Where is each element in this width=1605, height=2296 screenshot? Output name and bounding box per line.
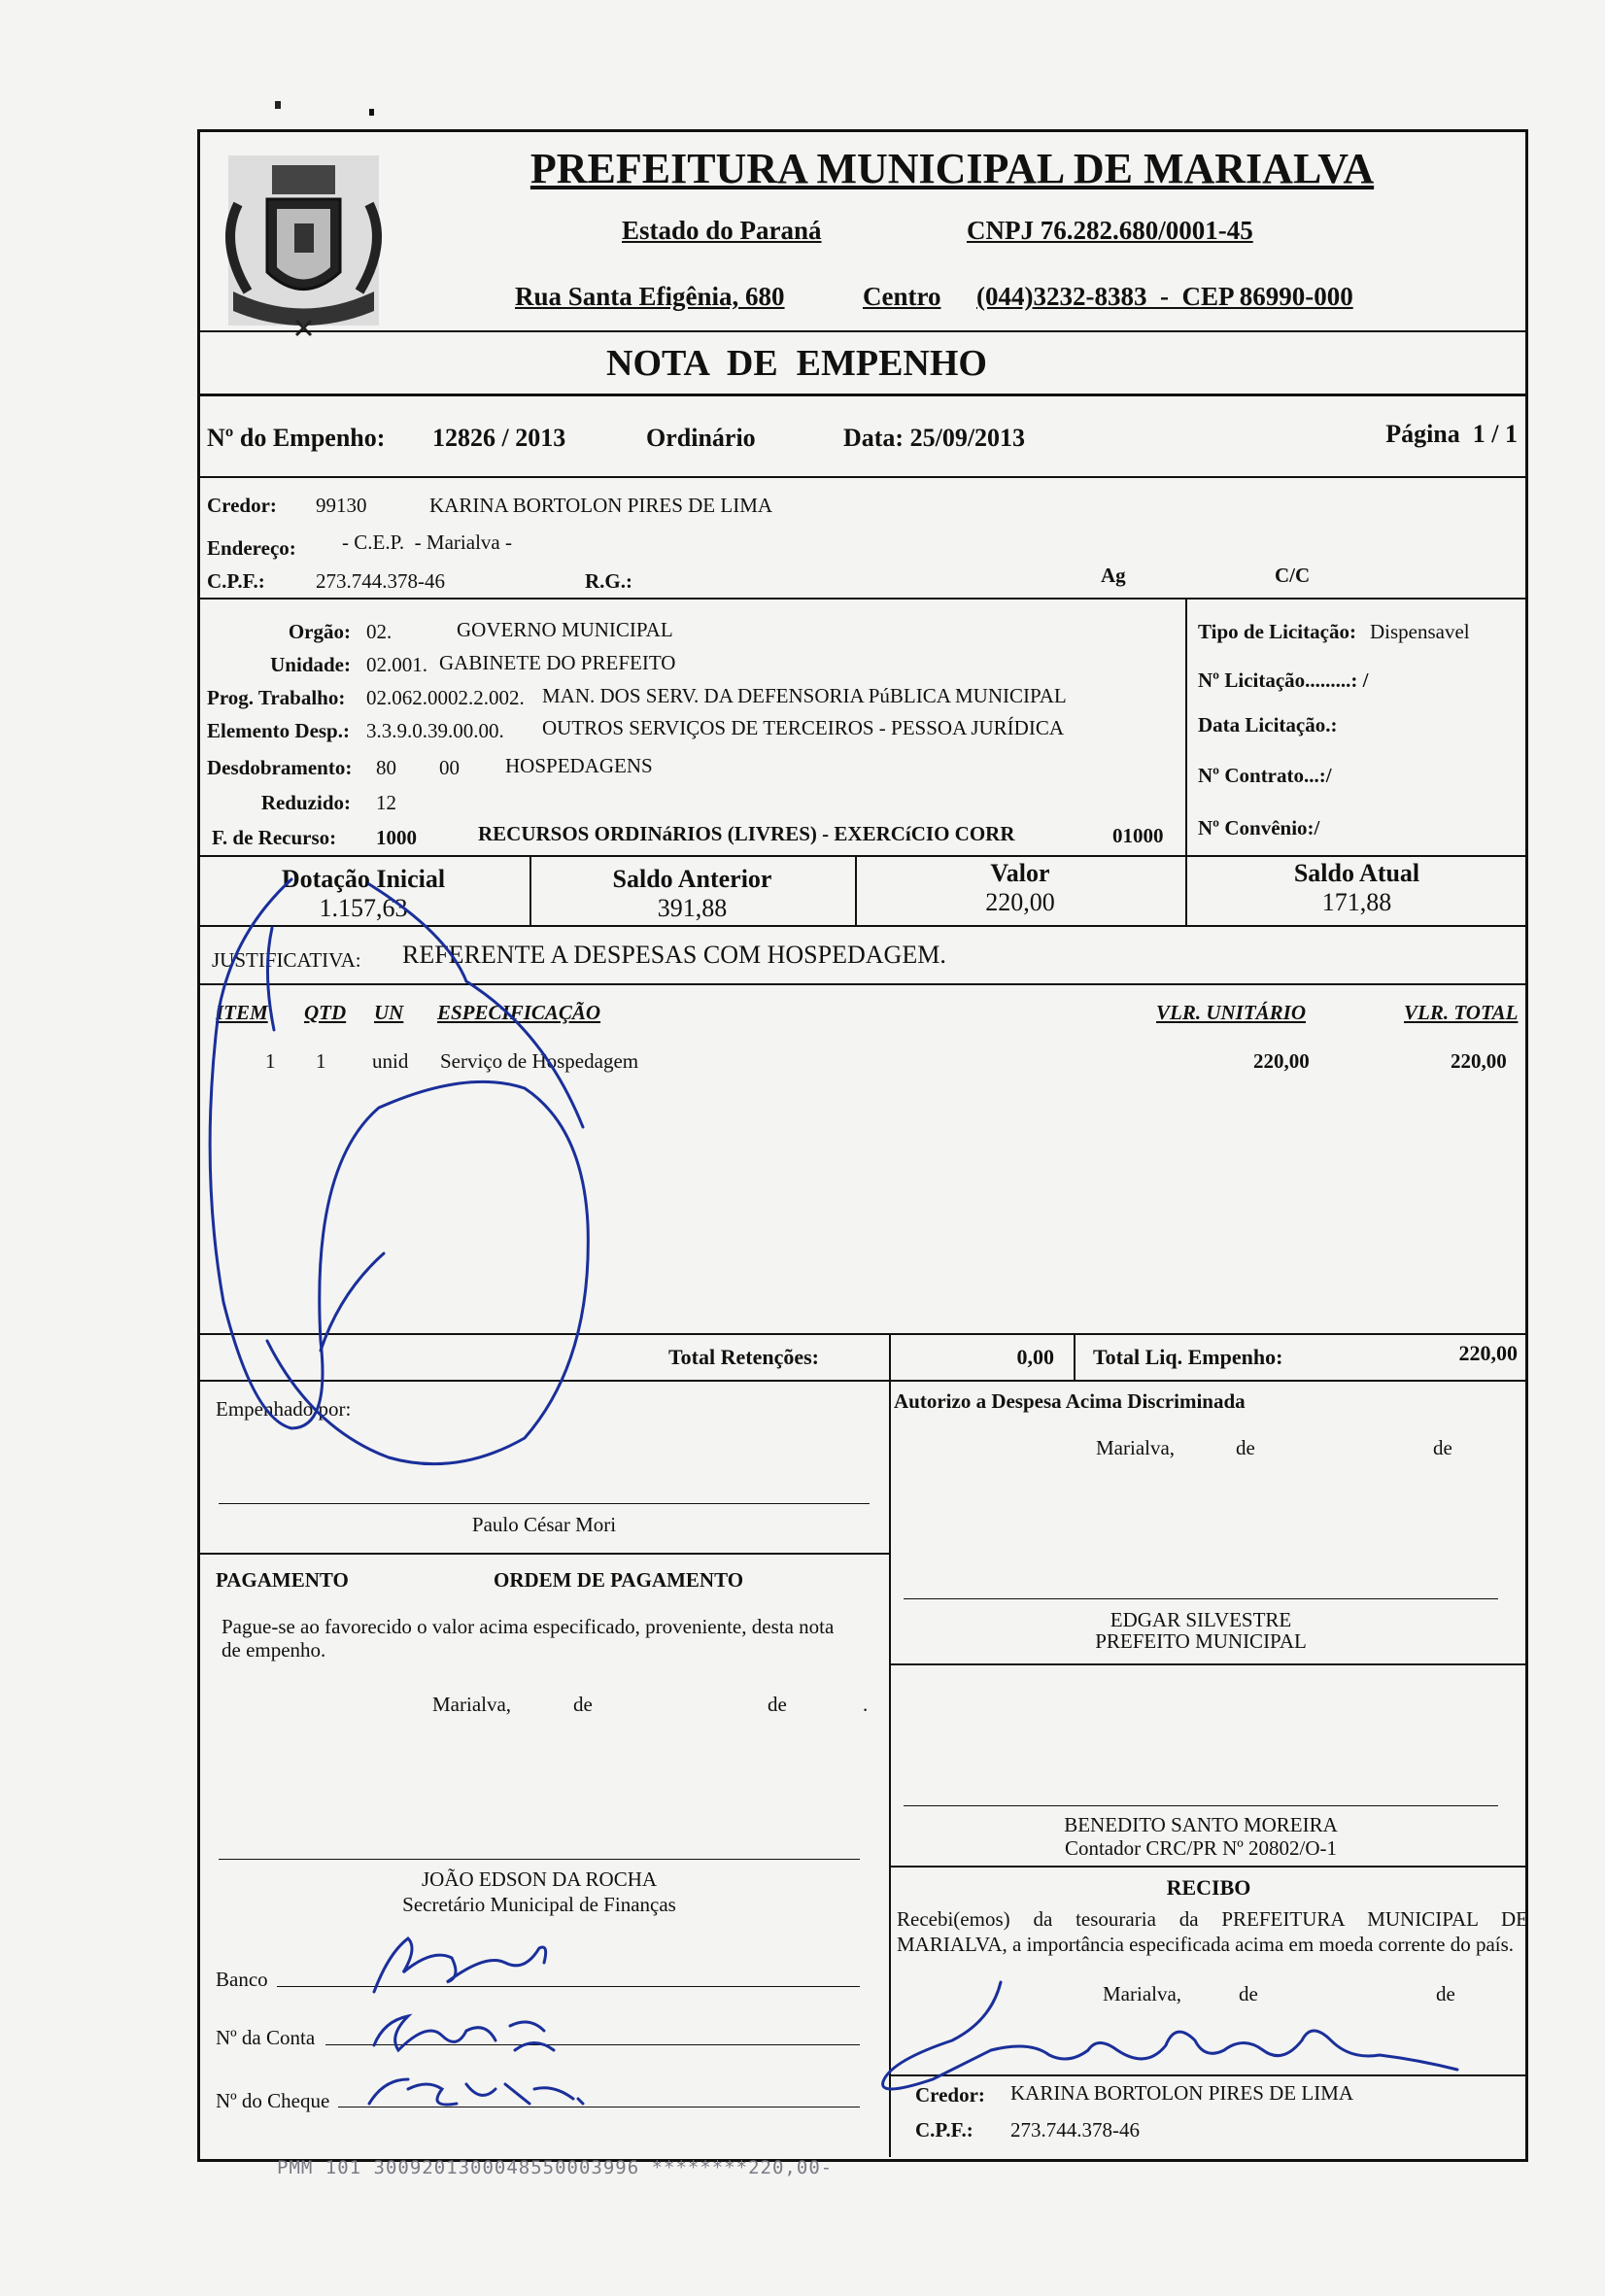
empenho-page: Página 1 / 1: [1385, 420, 1518, 448]
autorizo-de1: de: [1236, 1436, 1255, 1459]
recibo-credor-name: KARINA BORTOLON PIRES DE LIMA: [1010, 2081, 1354, 2105]
recibo-de2: de: [1436, 1982, 1455, 2005]
saldo-value: 391,88: [657, 894, 728, 922]
recibo-de1: de: [1239, 1982, 1258, 2005]
cheque-label: Nº do Cheque: [216, 2089, 330, 2112]
cpf-label: C.P.F.:: [207, 569, 265, 593]
reduzido-value: 12: [376, 791, 396, 814]
saldo-value: 171,88: [1321, 888, 1392, 916]
empenho-number-label: Nº do Empenho:: [207, 424, 386, 452]
recurso-code: 1000: [376, 826, 417, 849]
row-vlr-total: 220,00: [1451, 1049, 1507, 1073]
saldo-label: Saldo Anterior: [612, 865, 772, 893]
recurso-label: F. de Recurso:: [212, 826, 337, 849]
saldo-label: Saldo Atual: [1293, 859, 1420, 887]
orgao-label: Orgão:: [288, 620, 351, 643]
machine-line: PMM 101 3009201300048550003996 ********220,00-: [277, 2157, 834, 2178]
contador-name: BENEDITO SANTO MOREIRA: [1064, 1813, 1338, 1836]
desdobramento-b: 00: [439, 756, 460, 779]
address-street: Rua Santa Efigênia, 680: [515, 282, 785, 311]
saldo-label: Valor: [990, 859, 1050, 887]
col-qtd: QTD: [304, 1001, 347, 1024]
rg-label: R.G.:: [585, 569, 632, 593]
pagamento-dot: .: [863, 1693, 869, 1716]
empenhado-signer: Paulo César Mori: [471, 1513, 617, 1536]
autorizo-city: Marialva,: [1096, 1436, 1176, 1459]
prog-name: MAN. DOS SERV. DA DEFENSORIA PúBLICA MUNICIPAL: [542, 684, 1067, 707]
empenho-type: Ordinário: [646, 424, 756, 452]
recurso-number: 01000: [1112, 824, 1164, 847]
document-title: NOTA DE EMPENHO: [606, 343, 987, 384]
saldo-value: 220,00: [985, 888, 1055, 916]
empenhado-label: Empenhado por:: [216, 1397, 352, 1421]
recibo-credor-label: Credor:: [915, 2083, 985, 2107]
recibo-city: Marialva,: [1103, 1982, 1182, 2005]
credor-name: KARINA BORTOLON PIRES DE LIMA: [429, 494, 773, 517]
total-retencoes-value: 0,00: [1016, 1345, 1054, 1369]
pagamento-de1: de: [573, 1693, 593, 1716]
empenho-date: Data: 25/09/2013: [843, 424, 1026, 452]
row-vlr-unitario: 220,00: [1253, 1049, 1310, 1073]
total-retencoes-label: Total Retenções:: [668, 1345, 819, 1369]
col-un: UN: [374, 1001, 404, 1024]
desdobramento-label: Desdobramento:: [207, 756, 353, 779]
contador-role: Contador CRC/PR Nº 20802/O-1: [1064, 1836, 1338, 1860]
banco-label: Banco: [216, 1968, 268, 1991]
prefeito-role: PREFEITO MUNICIPAL: [1095, 1629, 1307, 1653]
licitacao-tipo-value: Dispensavel: [1370, 620, 1470, 643]
contrato-number: Nº Contrato...:/: [1198, 764, 1332, 787]
credor-label: Credor:: [207, 494, 277, 517]
recibo-text: Recebi(emos) da tesouraria da PREFEITURA MUNICIPAL DE MARIALVA, a importância especificada acima em moeda corrente do país.: [897, 1907, 1528, 1956]
row-un: unid: [372, 1049, 409, 1073]
unidade-label: Unidade:: [270, 653, 351, 676]
secretario-role: Secretário Municipal de Finanças: [402, 1893, 676, 1916]
licitacao-data: Data Licitação.:: [1198, 713, 1338, 737]
recibo-cpf-value: 273.744.378-46: [1010, 2118, 1140, 2142]
pagamento-text: Pague-se ao favorecido o valor acima especificado, proveniente, desta nota de empenho.: [222, 1615, 835, 1662]
address-phone-cep: (044)3232-8383 - CEP 86990-000: [976, 282, 1353, 311]
elemento-label: Elemento Desp.:: [207, 719, 350, 742]
total-liq-label: Total Liq. Empenho:: [1093, 1345, 1283, 1369]
unidade-code: 02.001.: [366, 653, 427, 676]
recibo-cpf-label: C.P.F.:: [915, 2118, 973, 2142]
desdobramento-a: 80: [376, 756, 396, 779]
licitacao-tipo-label: Tipo de Licitação:: [1198, 620, 1356, 643]
justificativa-text: REFERENTE A DESPESAS COM HOSPEDAGEM.: [402, 941, 946, 969]
pagamento-city: Marialva,: [432, 1693, 512, 1716]
elemento-name: OUTROS SERVIÇOS DE TERCEIROS - PESSOA JURÍDICA: [542, 716, 1065, 739]
total-liq-value: 220,00: [1458, 1341, 1518, 1365]
prog-label: Prog. Trabalho:: [207, 686, 346, 709]
orgao-code: 02.: [366, 620, 393, 643]
col-vlr-unitario: VLR. UNITÁRIO: [1156, 1001, 1307, 1024]
credor-cpf: 273.744.378-46: [316, 569, 445, 593]
empenho-number: 12826 / 2013: [432, 424, 566, 452]
address-label: Endereço:: [207, 536, 296, 560]
ordem-pagamento-label: ORDEM DE PAGAMENTO: [494, 1568, 744, 1592]
justificativa-label: JUSTIFICATIVA:: [212, 948, 361, 972]
address-center: Centro: [863, 282, 941, 311]
pagamento-de2: de: [768, 1693, 787, 1716]
unidade-name: GABINETE DO PREFEITO: [439, 651, 676, 674]
secretario-name: JOÃO EDSON DA ROCHA: [421, 1868, 658, 1891]
recibo-title: RECIBO: [1166, 1875, 1251, 1900]
reduzido-label: Reduzido:: [260, 791, 351, 814]
credor-code: 99130: [316, 494, 367, 517]
elemento-code: 3.3.9.0.39.00.00.: [366, 719, 504, 742]
licitacao-numero: Nº Licitação.........: /: [1198, 668, 1369, 692]
convenio-number: Nº Convênio:/: [1198, 816, 1320, 840]
ag-label: Ag: [1101, 564, 1126, 587]
saldo-label: Dotação Inicial: [281, 865, 446, 893]
col-vlr-total: VLR. TOTAL: [1404, 1001, 1519, 1024]
autorizo-de2: de: [1433, 1436, 1452, 1459]
credor-address: - C.E.P. - Marialva -: [342, 531, 512, 554]
conta-label: Nº da Conta: [216, 2026, 316, 2049]
prefeito-name: EDGAR SILVESTRE: [1110, 1608, 1292, 1631]
autorizo-title: Autorizo a Despesa Acima Discriminada: [894, 1389, 1246, 1413]
cc-label: C/C: [1275, 564, 1311, 587]
col-item: ITEM: [216, 1001, 268, 1024]
col-especificacao: ESPECIFICAÇÃO: [437, 1001, 601, 1024]
row-item: 1: [265, 1049, 276, 1073]
state-name: Estado do Paraná: [622, 216, 822, 245]
page-title: PREFEITURA MUNICIPAL DE MARIALVA: [529, 145, 1375, 192]
desdobramento-name: HOSPEDAGENS: [505, 754, 653, 777]
prog-code: 02.062.0002.2.002.: [366, 686, 525, 709]
row-qtd: 1: [316, 1049, 326, 1073]
recurso-name: RECURSOS ORDINáRIOS (LIVRES) - EXERCíCIO CORR: [478, 822, 1015, 845]
cnpj: CNPJ 76.282.680/0001-45: [967, 216, 1253, 245]
row-especificacao: Serviço de Hospedagem: [440, 1049, 639, 1073]
pagamento-label: PAGAMENTO: [216, 1568, 349, 1592]
orgao-name: GOVERNO MUNICIPAL: [457, 618, 673, 641]
saldo-value: 1.157,63: [319, 894, 408, 922]
